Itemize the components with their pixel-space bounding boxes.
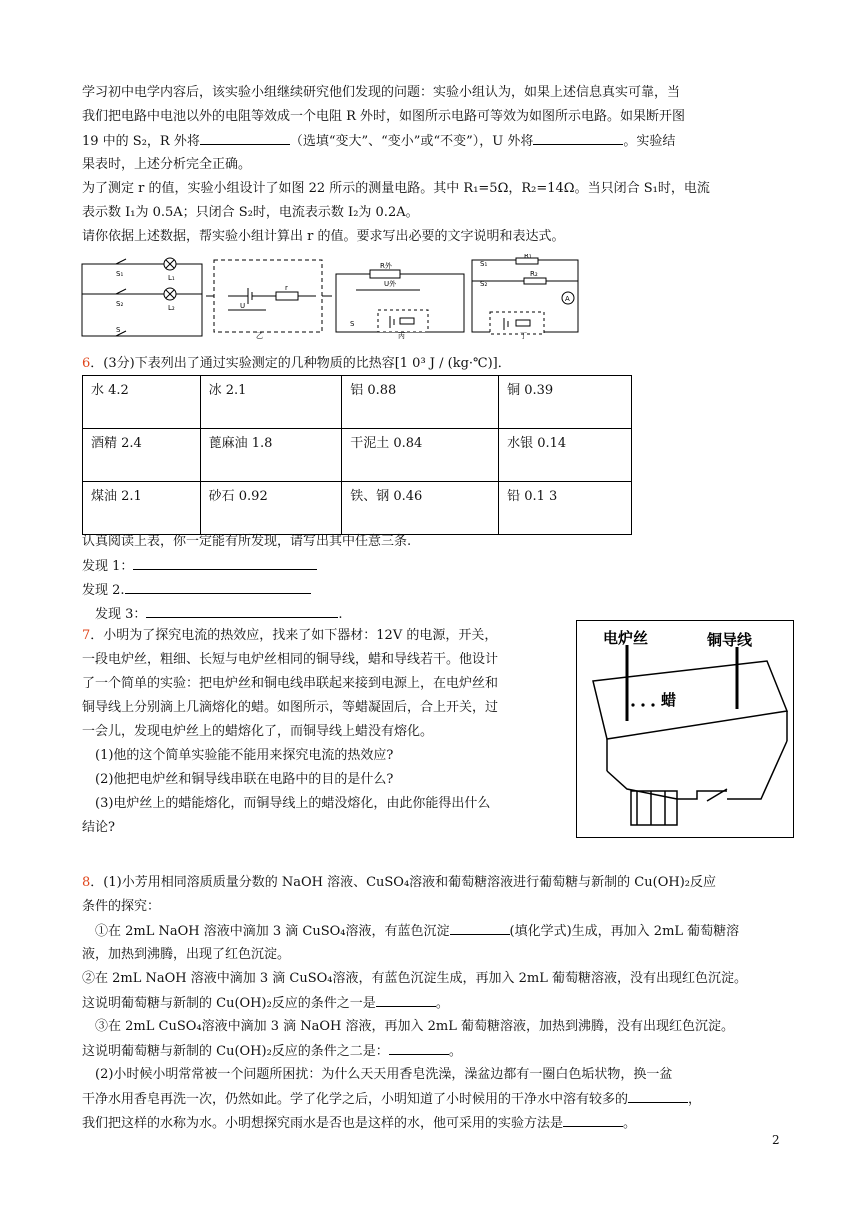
text: （选填“变大”、“变小”或“不变”），U 外将 (289, 134, 534, 149)
q8-line (82, 1042, 462, 1061)
label-l1: L₁ (168, 274, 175, 282)
experiment-figure (576, 620, 794, 838)
q8-line (82, 874, 716, 892)
specific-heat-table (82, 375, 632, 535)
q6-finding-3 (95, 605, 343, 624)
label-yi: 乙 (256, 332, 263, 340)
q8-line (82, 1090, 701, 1109)
label-ding: 丁 (520, 332, 527, 340)
para-line: 为了测定 r 的值，实验小组设计了如图 22 所示的测量电路。其中 R₁=5Ω，R₂=14Ω。当只闭合 S₁时，电流 (82, 181, 710, 196)
text: . (338, 607, 343, 622)
q6-title (82, 355, 511, 373)
blank (628, 1090, 688, 1103)
text: 干净水用香皂再洗一次，仍然如此。学了化学之后，小明知道了小时候用的干净水中溶有较多的 (82, 1092, 629, 1107)
text: ①在 2mL NaOH 溶液中滴加 3 滴 CuSO₄溶液，有蓝色沉淀 (95, 924, 450, 939)
table-cell: 铝 0.88 (342, 376, 499, 429)
text: 发现 3： (95, 607, 147, 622)
q7-line: (3)电炉丝上的蜡能熔化，而铜导线上的蜡没熔化，由此你能得出什么 (95, 796, 491, 811)
q8-line (82, 994, 449, 1013)
label-wax: 蜡 (661, 691, 677, 709)
para-line (82, 132, 675, 151)
text: 。 (623, 1116, 637, 1131)
label-s3: S (350, 320, 355, 328)
text: ．小明为了探究电流的热效应，找来了如下器材：12V 的电源，开关， (90, 628, 498, 643)
label-heater-wire: 电炉丝 (603, 629, 649, 647)
label-bing: 丙 (398, 332, 405, 340)
label-r: r (285, 284, 288, 292)
para-line: 学习初中电学内容后，该实验小组继续研究他们发现的问题：实验小组认为，如果上述信息真实可靠，当 (82, 85, 681, 100)
table-cell: 煤油 2.1 (83, 482, 201, 535)
table-cell: 冰 2.1 (200, 376, 342, 429)
label-r2: R₂ (530, 270, 538, 278)
q8-line: (2)小时候小明常常被一个问题所困扰：为什么天天用香皂洗澡，澡盆边都有一圈白色垢状物，换一盆 (95, 1067, 673, 1082)
blank (200, 132, 290, 145)
q8-line: ③在 2mL CuSO₄溶液中滴加 3 滴 NaOH 溶液，再加入 2mL 葡萄糖溶液，加热到沸腾，没有出现红色沉淀。 (95, 1019, 735, 1034)
q7-line: 一会儿，发现电炉丝上的蜡熔化了，而铜导线上蜡没有熔化。 (82, 724, 434, 739)
q7-line: 一段电炉丝，粗细、长短与电炉丝相同的铜导线，蜡和导线若干。他设计 (82, 652, 499, 667)
blank (389, 1042, 449, 1055)
question-number: 6 (82, 356, 91, 371)
q6-after: 认真阅读上表，你一定能有所发现，请写出其中任意三条. (82, 534, 412, 549)
table-cell: 干泥土 0.84 (342, 429, 499, 482)
para-line: 我们把电路中电池以外的电阻等效成一个电阻 R 外时，如图所示电路可等效为如图所示电路。如果断开图 (82, 109, 686, 124)
label-s: S (116, 326, 121, 334)
blank (125, 581, 311, 594)
q7-line: 了一个简单的实验：把电炉丝和铜电线串联起来接到电源上，在电炉丝和 (82, 676, 499, 691)
label-uw: U外 (384, 280, 397, 288)
q8-line (82, 1114, 636, 1133)
q7-line: (1)他的这个简单实验能不能用来探究电流的热效应? (95, 748, 394, 763)
table-cell: 铜 0.39 (499, 376, 632, 429)
para-line: 表示数 I₁为 0.5A；只闭合 S₂时，电流表示数 I₂为 0.2A。 (82, 205, 419, 220)
circuit-diagrams (80, 254, 580, 340)
blank (133, 557, 317, 570)
blank (146, 605, 338, 618)
label-copper-wire: 铜导线 (707, 631, 753, 649)
text: 这说明葡萄糖与新制的 Cu(OH)₂反应的条件之二是： (82, 1044, 389, 1059)
label-s1b: S₁ (480, 260, 488, 268)
label-s2: S₂ (116, 300, 124, 308)
blank (450, 922, 510, 935)
label-rw: R外 (380, 262, 392, 270)
q6-finding-1 (82, 557, 317, 576)
page-number: 2 (772, 1133, 780, 1147)
table-cell: 砂石 0.92 (200, 482, 342, 535)
q8-line (95, 922, 739, 941)
question-number: 8 (82, 875, 91, 890)
para-line: 果表时，上述分析完全正确。 (82, 157, 252, 172)
blank (563, 1114, 623, 1127)
q7-line: 铜导线上分别滴上几滴熔化的蜡。如图所示，等蜡凝固后，合上开关，过 (82, 700, 499, 715)
label-s1: S₁ (116, 270, 124, 278)
text: 。 (435, 996, 449, 1011)
q8-line: 液，加热到沸腾，出现了红色沉淀。 (82, 947, 291, 962)
text: ．(1)小芳用相同溶质质量分数的 NaOH 溶液、CuSO₄溶液和葡萄糖溶液进行葡萄糖与新制的 Cu(OH)₂反应 (90, 875, 716, 890)
table-cell: 铁、钢 0.46 (342, 482, 499, 535)
label-u: U (240, 302, 246, 310)
text: 19 中的 S₂，R 外将 (82, 134, 200, 149)
q8-line: 条件的探究： (82, 899, 161, 914)
table-cell: 水银 0.14 (499, 429, 632, 482)
label-s2b: S₂ (480, 280, 488, 288)
text: 发现 1： (82, 559, 134, 574)
label-l2: L₂ (168, 304, 175, 312)
text: 我们把这样的水称为水。小明想探究雨水是否也是这样的水，他可采用的实验方法是 (82, 1116, 564, 1131)
text: 发现 2. (82, 583, 125, 598)
table-cell: 铅 0.1 3 (499, 482, 632, 535)
text: ．(3分)下表列出了通过实验测定的几种物质的比热容[1 0³ J / (kg·℃)]． (90, 356, 511, 371)
table-row (83, 482, 632, 535)
para-line: 请你依据上述数据，帮实验小组计算出 r 的值。要求写出必要的文字说明和表达式。 (82, 229, 565, 244)
blank (376, 994, 436, 1007)
label-r1: R₁ (524, 254, 532, 260)
table-row (83, 429, 632, 482)
q6-finding-2 (82, 581, 311, 600)
text: 这说明葡萄糖与新制的 Cu(OH)₂反应的条件之一是 (82, 996, 376, 1011)
text: 。实验结 (623, 134, 676, 149)
q7-line (82, 627, 497, 645)
blank (533, 132, 623, 145)
text: 。 (448, 1044, 462, 1059)
q8-line: ②在 2mL NaOH 溶液中滴加 3 滴 CuSO₄溶液，有蓝色沉淀生成，再加入 2mL 葡萄糖溶液，没有出现红色沉淀。 (82, 971, 748, 986)
label-a: A (565, 295, 570, 303)
q7-line: (2)他把电炉丝和铜导线串联在电路中的目的是什么? (95, 772, 394, 787)
question-number: 7 (82, 628, 91, 643)
text: ， (688, 1092, 702, 1107)
table-cell: 水 4.2 (83, 376, 201, 429)
table-cell: 蓖麻油 1.8 (200, 429, 342, 482)
q7-line: 结论? (82, 820, 115, 835)
experiment-drawing (577, 621, 793, 837)
table-cell: 酒精 2.4 (83, 429, 201, 482)
table-row (83, 376, 632, 429)
text: (填化学式)生成，再加入 2mL 葡萄糖溶 (509, 924, 740, 939)
